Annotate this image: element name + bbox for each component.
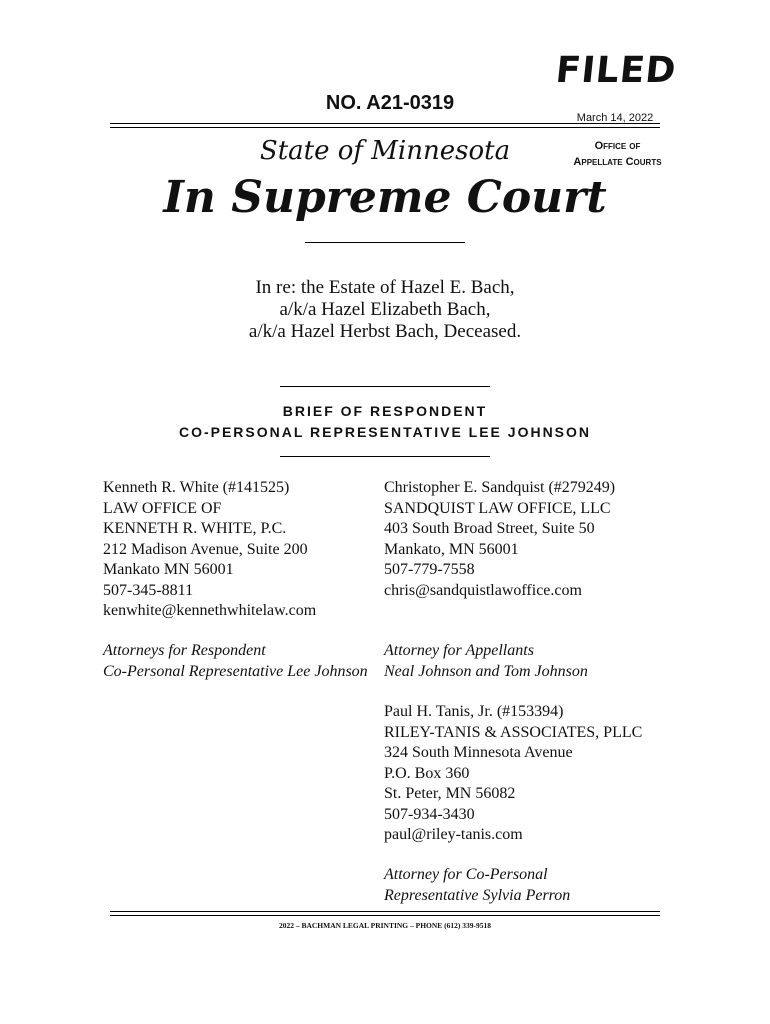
phone-number: 507-779-7558 (384, 561, 475, 578)
role-line-2: Neal Johnson and Tom Johnson (384, 662, 588, 680)
email-address: kenwhite@kennethwhitelaw.com (103, 602, 317, 619)
filed-stamp (553, 50, 679, 91)
caption-line-2: a/k/a Hazel Elizabeth Bach, (279, 299, 491, 320)
case-number: NO. A21-0319 (325, 92, 455, 114)
firm-name: RILEY-TANIS & ASSOCIATES, PLLC (384, 723, 643, 741)
role-line-1: Attorney for Appellants (384, 642, 534, 659)
appellate-courts-label: Appellate Courts (573, 156, 662, 168)
city-state-zip: Mankato MN 56001 (103, 561, 234, 578)
street-address: 324 South Minnesota Avenue (384, 744, 573, 761)
filed-date: March 14, 2022 (576, 112, 654, 124)
email-address: chris@sandquistlawoffice.com (384, 581, 582, 599)
right-counsel-2-block (384, 702, 642, 846)
right-counsel-1-block (384, 478, 615, 601)
left-counsel-role (103, 641, 368, 682)
right-counsel-1-role (384, 641, 588, 682)
firm-name-line-1: LAW OFFICE OF (103, 499, 222, 517)
office-of-label: Office of (594, 140, 641, 152)
left-counsel-block (103, 478, 316, 622)
caption-line-1: In re: the Estate of Hazel E. Bach, (255, 277, 515, 298)
firm-name: SANDQUIST LAW OFFICE, LLC (384, 499, 611, 517)
filed-stamp-word: FILED (553, 50, 679, 91)
po-box: P.O. Box 360 (384, 764, 470, 782)
brief-rule-bottom (280, 456, 490, 457)
role-line-1: Attorney for Co-Personal (384, 866, 548, 883)
right-counsel-2-role (384, 865, 570, 906)
brief-rule-top (280, 386, 490, 387)
header-rule-top (110, 123, 660, 124)
street-address: 403 South Broad Street, Suite 50 (384, 520, 595, 537)
role-line-2: Representative Sylvia Perron (384, 886, 571, 904)
phone-number: 507-345-8811 (103, 581, 194, 599)
counsel-name: Paul H. Tanis, Jr. (#153394) (384, 703, 564, 720)
city-state-zip: St. Peter, MN 56082 (384, 785, 516, 802)
state-title: State of Minnesota (259, 136, 511, 166)
street-address: 212 Madison Avenue, Suite 200 (103, 540, 308, 558)
caption-line-3: a/k/a Hazel Herbst Bach, Deceased. (248, 321, 522, 342)
role-line-2: Co-Personal Representative Lee Johnson (103, 662, 368, 680)
email-address: paul@riley-tanis.com (384, 826, 523, 843)
header-rule-bottom (110, 127, 660, 128)
footer-rule-top (110, 911, 660, 912)
printer-footer: 2022 – BACHMAN LEGAL PRINTING – PHONE (612) 339-9518 (278, 921, 492, 930)
brief-title-line-2: CO-PERSONAL REPRESENTATIVE LEE JOHNSON (178, 424, 592, 440)
footer-rule-bottom (110, 915, 660, 916)
role-line-1: Attorneys for Respondent (103, 642, 266, 659)
city-state-zip: Mankato, MN 56001 (384, 540, 519, 558)
court-underline (305, 242, 465, 243)
firm-name-line-2: KENNETH R. WHITE, P.C. (103, 520, 287, 537)
brief-title-line-1: BRIEF OF RESPONDENT (282, 403, 488, 419)
court-title: In Supreme Court (163, 172, 607, 223)
phone-number: 507-934-3430 (384, 805, 475, 823)
counsel-name: Christopher E. Sandquist (#279249) (384, 479, 616, 496)
counsel-name: Kenneth R. White (#141525) (103, 479, 290, 496)
